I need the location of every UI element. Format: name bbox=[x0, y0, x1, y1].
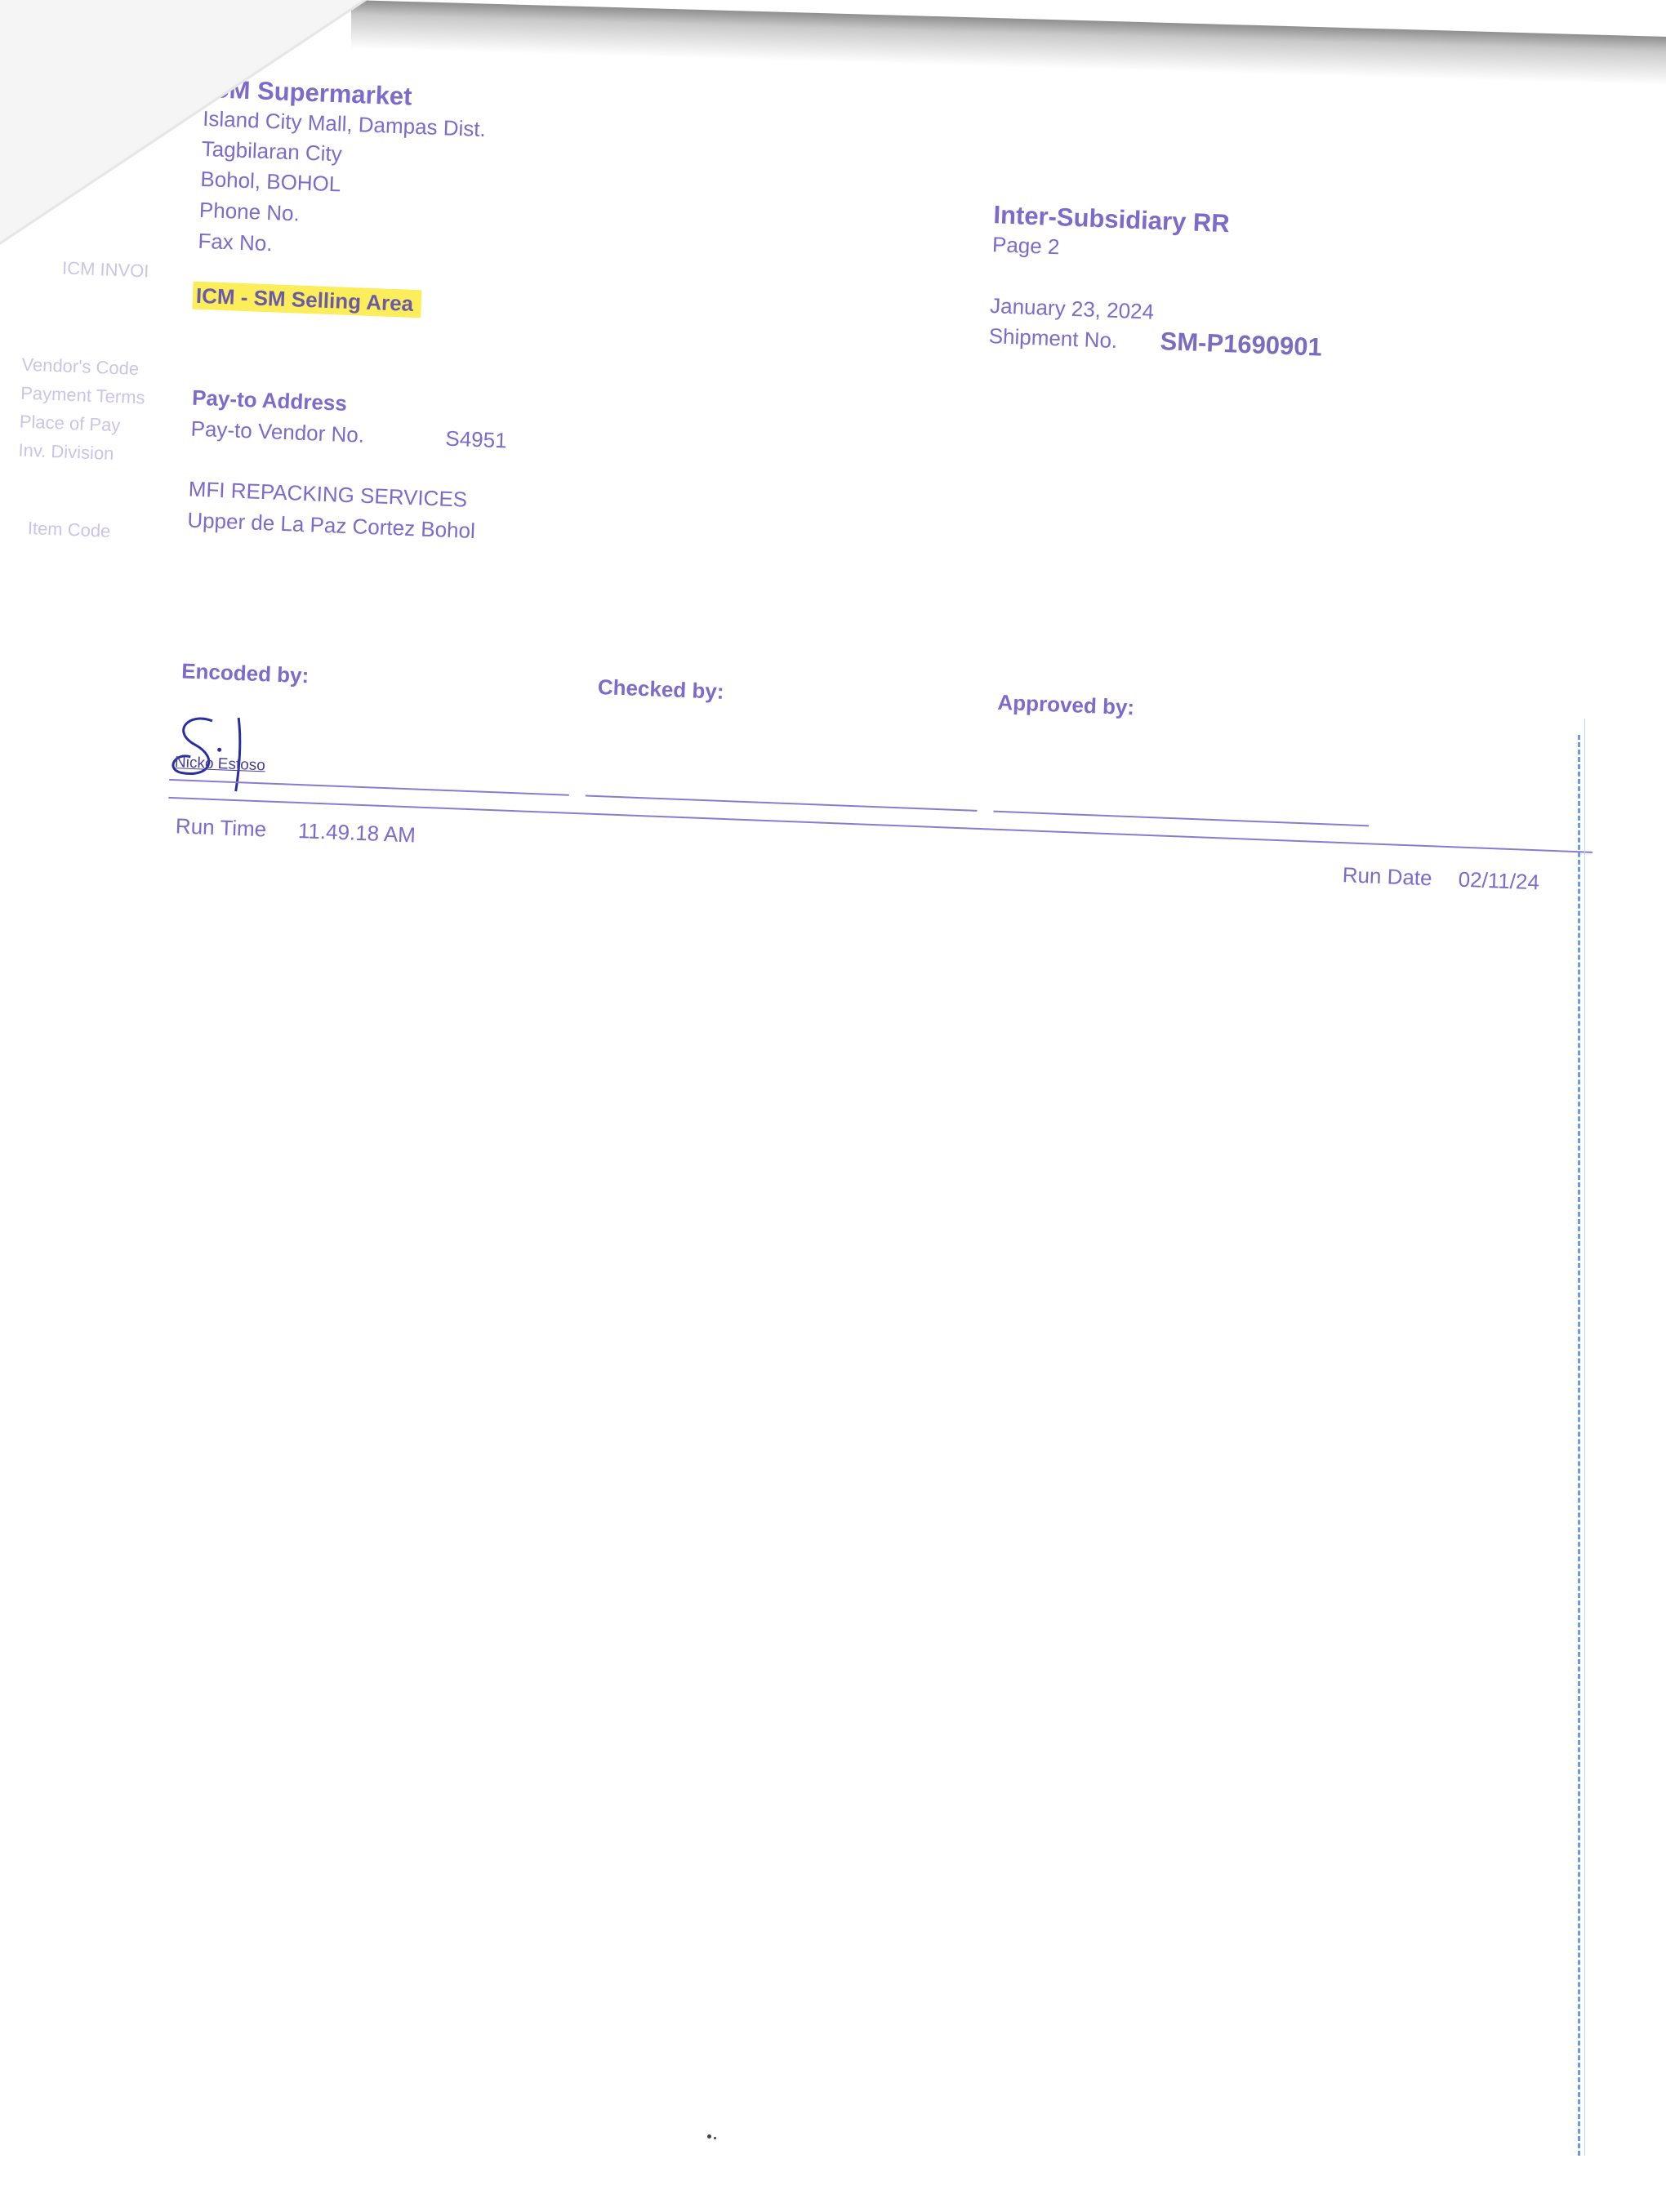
perforation-edge bbox=[1578, 735, 1580, 2156]
speck bbox=[714, 2137, 716, 2139]
approved-by-label: Approved by: bbox=[997, 689, 1135, 720]
page-number: Page 2 bbox=[991, 232, 1061, 260]
run-date-value: 02/11/24 bbox=[1458, 866, 1540, 895]
company-name: ICM Supermarket bbox=[203, 73, 413, 111]
folded-corner-inner bbox=[0, 0, 363, 242]
checked-by-label: Checked by: bbox=[597, 674, 725, 704]
phone-label: Phone No. bbox=[198, 197, 301, 226]
vendor-no-label: Pay-to Vendor No. bbox=[190, 416, 365, 447]
run-time-value: 11.49.18 AM bbox=[297, 818, 416, 848]
bleed-through-text: Inv. Division bbox=[18, 439, 114, 465]
document-title: Inter-Subsidiary RR bbox=[992, 200, 1231, 238]
address-line-3: Bohol, BOHOL bbox=[199, 166, 341, 197]
shipment-number: SM-P1690901 bbox=[1160, 327, 1323, 362]
address-line-2: Tagbilaran City bbox=[201, 136, 343, 167]
approved-signature-line bbox=[993, 811, 1369, 827]
vendor-address: Upper de La Paz Cortez Bohol bbox=[186, 507, 476, 544]
highlighted-department: ICM - SM Selling Area bbox=[192, 282, 421, 318]
bleed-through-text: Item Code bbox=[27, 518, 111, 541]
run-time-label: Run Time bbox=[175, 813, 267, 842]
encoded-by-name: Nicko Estoso bbox=[174, 754, 266, 775]
shipment-label: Shipment No. bbox=[988, 323, 1118, 354]
page-edge bbox=[1584, 719, 1585, 2156]
bleed-through-text: Place of Pay bbox=[19, 411, 121, 436]
speck bbox=[707, 2134, 711, 2139]
vendor-no: S4951 bbox=[444, 425, 508, 453]
address-line-1: Island City Mall, Dampas Dist. bbox=[202, 105, 487, 142]
bleed-through-text: ICM INVOI bbox=[61, 257, 149, 282]
fax-label: Fax No. bbox=[197, 228, 274, 256]
vendor-name: MFI REPACKING SERVICES bbox=[188, 476, 468, 512]
pay-to-heading: Pay-to Address bbox=[191, 385, 348, 416]
bleed-through-text: Vendor's Code bbox=[21, 354, 140, 380]
encoded-by-label: Encoded by: bbox=[180, 658, 310, 688]
department-label bbox=[192, 283, 421, 318]
document-date: January 23, 2024 bbox=[989, 293, 1155, 324]
bleed-through-text: Payment Terms bbox=[20, 382, 146, 408]
run-date-label: Run Date bbox=[1342, 862, 1433, 891]
checked-signature-line bbox=[586, 794, 978, 811]
